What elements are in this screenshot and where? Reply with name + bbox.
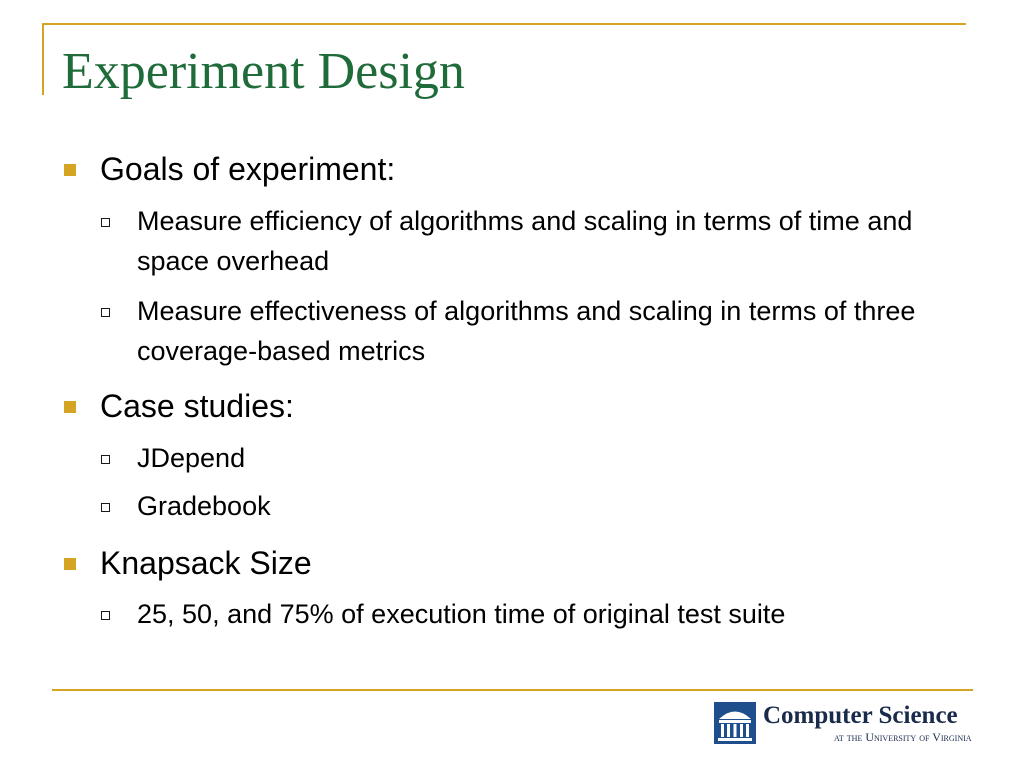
hollow-square-bullet-icon bbox=[101, 308, 110, 317]
sub-bullet-jdepend: JDepend bbox=[137, 443, 246, 473]
sub-bullet-percentages: 25, 50, and 75% of execution time of original test suite bbox=[137, 599, 786, 629]
logo-title: Computer Science bbox=[763, 702, 958, 729]
bullet-goals: Goals of experiment: bbox=[100, 151, 396, 187]
logo-subtitle: at the University of Virginia bbox=[834, 730, 972, 744]
hollow-square-bullet-icon bbox=[101, 503, 110, 512]
frame-left-line bbox=[42, 23, 44, 95]
hollow-square-bullet-icon bbox=[101, 611, 110, 620]
slide-title: Experiment Design bbox=[62, 43, 465, 100]
hollow-square-bullet-icon bbox=[101, 218, 110, 227]
sub-bullet-efficiency: Measure efficiency of algorithms and scaling in terms of time and space overhead bbox=[137, 206, 913, 276]
sub-bullet-gradebook: Gradebook bbox=[137, 491, 271, 521]
sub-bullet-effectiveness: Measure effectiveness of algorithms and scaling in terms of three coverage-based metrics bbox=[137, 296, 916, 366]
frame-bottom-line bbox=[52, 689, 973, 691]
hollow-square-bullet-icon bbox=[101, 455, 110, 464]
bullet-knapsack-size: Knapsack Size bbox=[100, 545, 312, 581]
bullet-case-studies: Case studies: bbox=[100, 388, 294, 424]
rotunda-icon bbox=[714, 702, 756, 744]
square-bullet-icon bbox=[64, 164, 76, 176]
cs-uva-logo bbox=[714, 702, 994, 748]
frame-top-line bbox=[42, 23, 966, 25]
square-bullet-icon bbox=[64, 401, 76, 413]
square-bullet-icon bbox=[64, 558, 76, 570]
